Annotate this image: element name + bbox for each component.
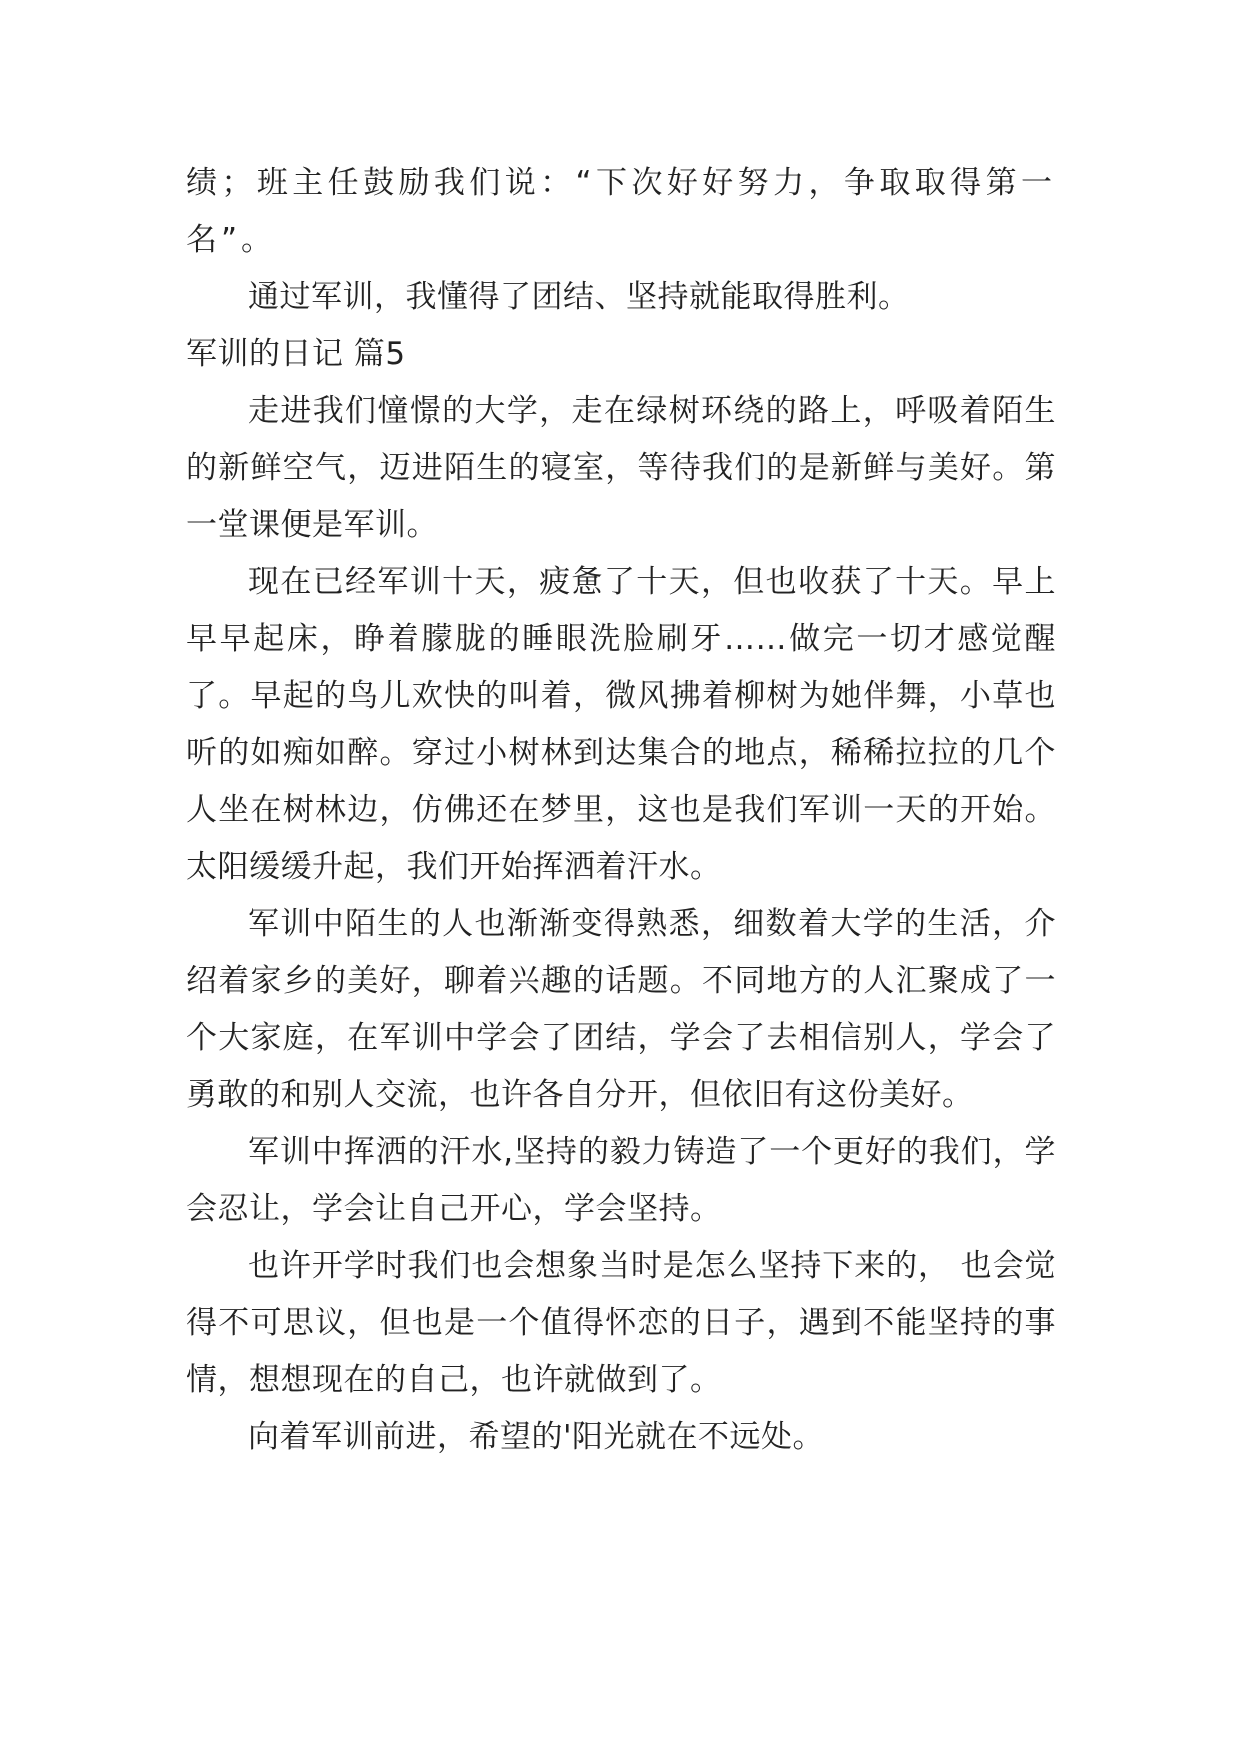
section-heading: 军训的日记 篇5: [186, 336, 406, 372]
paragraph: 走进我们憧憬的大学，走在绿树环绕的路上，呼吸着陌生的新鲜空气，迈进陌生的寝室，等待我们的是新鲜与美好。第一堂课便是军训。: [186, 393, 1056, 543]
paragraph-closing: 向着军训前进，希望的'阳光就在不远处。: [248, 1419, 825, 1455]
paragraph: 军训中陌生的人也渐渐变得熟悉，细数着大学的生活，介绍着家乡的美好，聊着兴趣的话题。不同地方的人汇聚成了一个大家庭，在军训中学会了团结，学会了去相信别人，学会了勇敢的和别人交流，也许各自分开，但依旧有这份美好。: [186, 906, 1056, 1113]
paragraph: 军训中挥洒的汗水,坚持的毅力铸造了一个更好的我们，学会忍让，学会让自己开心，学会坚持。: [186, 1134, 1056, 1227]
paragraph: 现在已经军训十天，疲惫了十天，但也收获了十天。早上早早起床，睁着朦胧的睡眼洗脸刷牙……做完一切才感觉醒了。早起的鸟儿欢快的叫着，微风拂着柳树为她伴舞，小草也听的如痴如醉。穿过小树林到达集合的地点，稀稀拉拉的几个人坐在树林边，仿佛还在梦里，这也是我们军训一天的开始。太阳缓缓升起，我们开始挥洒着汗水。: [186, 564, 1056, 885]
document-body: [186, 155, 1056, 1466]
paragraph-conclusion: 通过军训，我懂得了团结、坚持就能取得胜利。: [248, 279, 910, 315]
paragraph: 也许开学时我们也会想象当时是怎么坚持下来的， 也会觉得不可思议，但也是一个值得怀恋的日子，遇到不能坚持的事情，想想现在的自己，也许就做到了。: [186, 1248, 1056, 1398]
paragraph-continuation: 绩；班主任鼓励我们说：“下次好好努力，争取取得第一名”。: [186, 165, 1056, 258]
